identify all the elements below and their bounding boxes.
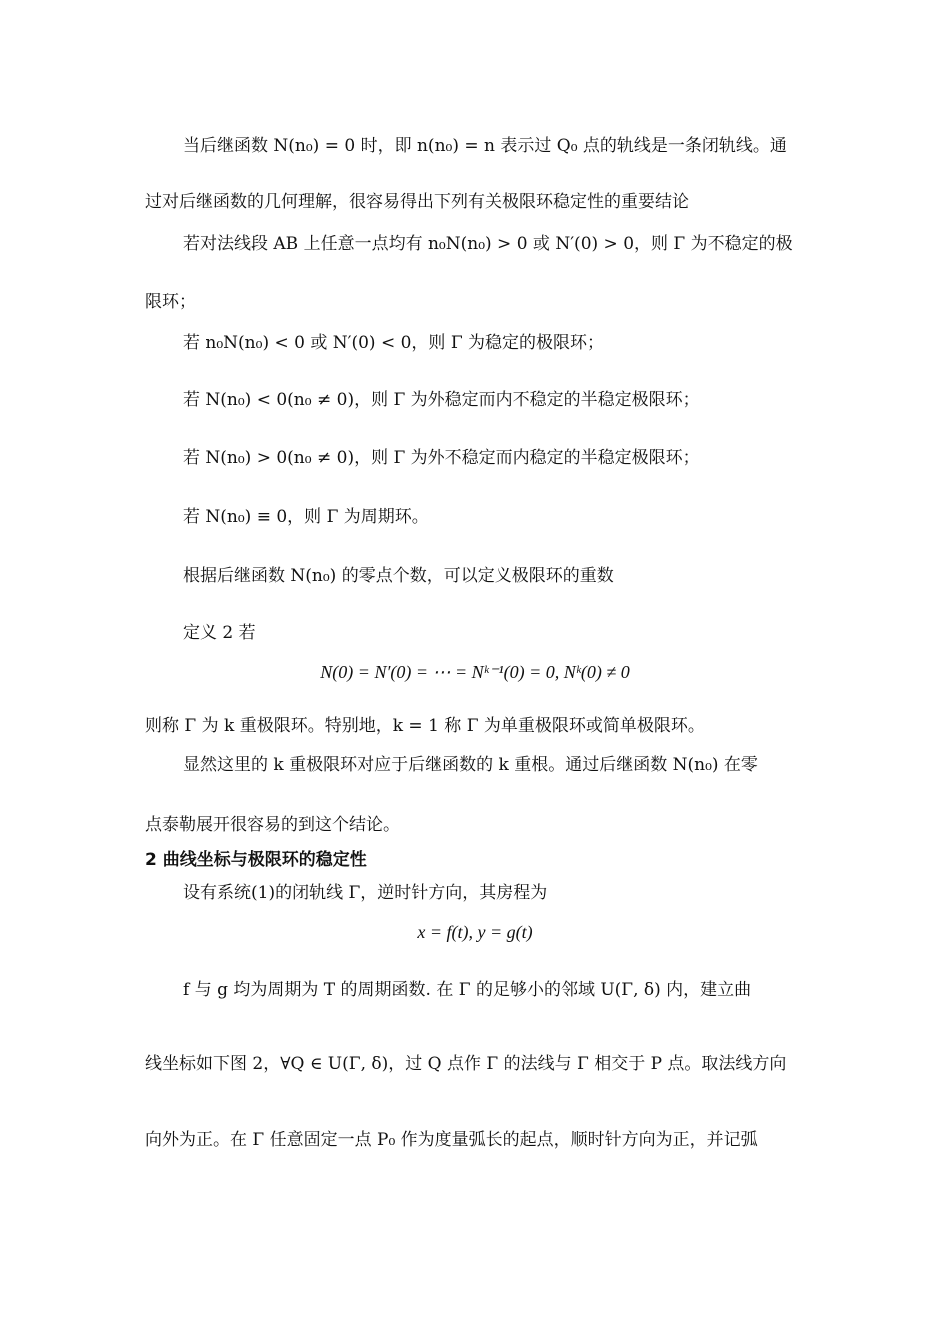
equation: N(0) = N′(0) = ⋯ = Nᵏ⁻¹(0) = 0, Nᵏ(0) ≠ 0 [320,662,630,682]
text-line: 限环； [145,292,196,312]
text-line: 线坐标如下图 2，∀Q ∈ U(Γ, δ)，过 Q 点作 Γ 的法线与 Γ 相交于 P 点。取法线方向 [145,1054,787,1074]
text-line: 点泰勒展开很容易的到这个结论。 [145,815,400,835]
text-line: 若 n₀N(n₀) < 0 或 N′(0) < 0，则 Γ 为稳定的极限环； [183,333,605,353]
text-line: 设有系统(1)的闭轨线 Γ，逆时针方向，其房程为 [183,883,548,903]
text-line: 当后继函数 N(n₀) = 0 时，即 n(n₀) = n 表示过 Q₀ 点的轨线是一条闭轨线。通 [183,136,787,156]
definition-label: 定义 2 若 [183,623,256,643]
text-line: 若 N(n₀) < 0(n₀ ≠ 0)，则 Γ 为外稳定而内不稳定的半稳定极限环； [183,390,700,410]
text-line: 过对后继函数的几何理解，很容易得出下列有关极限环稳定性的重要结论 [145,192,689,212]
equation: x = f(t), y = g(t) [417,922,533,942]
text-line: 向外为正。在 Γ 任意固定一点 P₀ 作为度量弧长的起点，顺时针方向为正，并记弧 [145,1130,758,1150]
text-line: 若 N(n₀) ≡ 0，则 Γ 为周期环。 [183,507,429,527]
text-line: 若 N(n₀) > 0(n₀ ≠ 0)，则 Γ 为外不稳定而内稳定的半稳定极限环； [183,448,700,468]
text-line: f 与 g 均为周期为 T 的周期函数. 在 Γ 的足够小的邻域 U(Γ, δ) 内，建立曲 [183,980,752,1000]
section-heading: 2 曲线坐标与极限环的稳定性 [145,850,367,870]
text-line: 根据后继函数 N(n₀) 的零点个数，可以定义极限环的重数 [183,566,614,586]
text-line: 则称 Γ 为 k 重极限环。特别地，k = 1 称 Γ 为单重极限环或简单极限环。 [145,716,705,736]
text-line: 若对法线段 AB 上任意一点均有 n₀N(n₀) > 0 或 N′(0) > 0，则 Γ 为不稳定的极 [183,234,793,254]
text-line: 显然这里的 k 重极限环对应于后继函数的 k 重根。通过后继函数 N(n₀) 在零 [183,755,758,775]
